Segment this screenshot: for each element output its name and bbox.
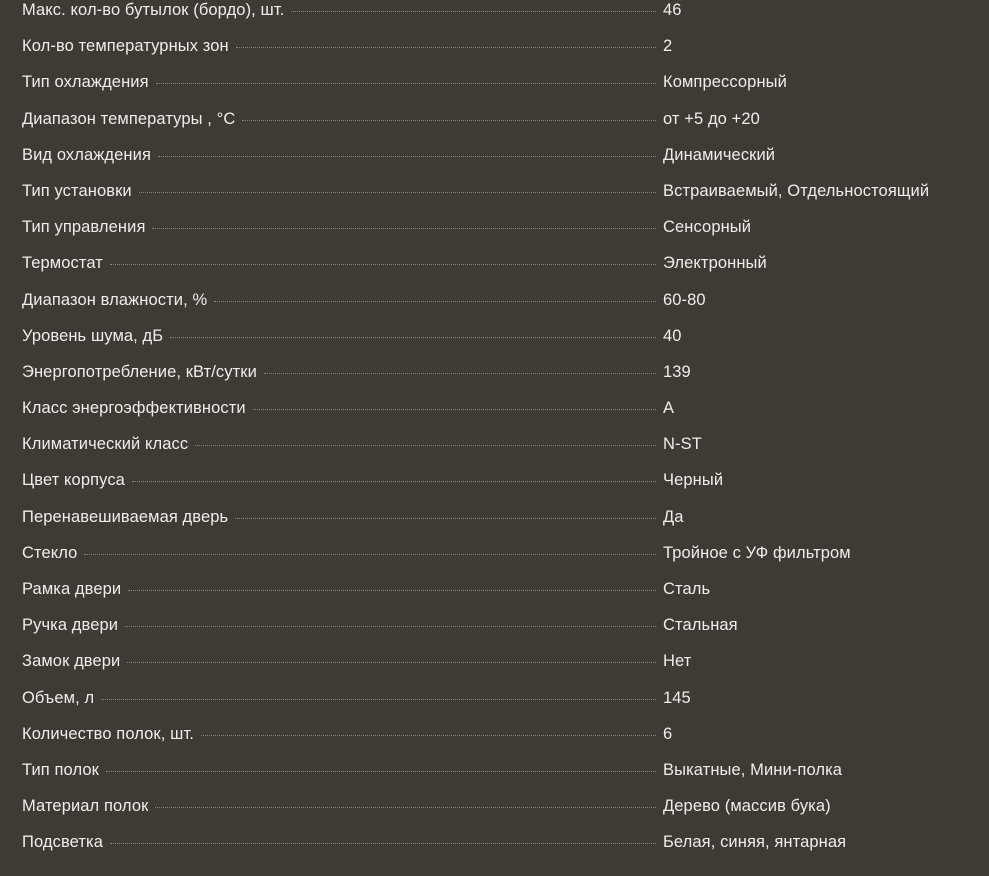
dot-leader (291, 10, 656, 12)
spec-row (0, 434, 989, 470)
spec-row (0, 290, 989, 326)
dot-leader (152, 227, 656, 229)
dot-leader (170, 336, 656, 338)
spec-label: Стекло (22, 543, 78, 562)
spec-label: Климатический класс (22, 435, 189, 454)
spec-value: A (663, 399, 675, 418)
dot-leader (156, 82, 656, 84)
spec-row (0, 543, 989, 579)
spec-value: 6 (663, 724, 673, 743)
spec-label: Кол-во температурных зон (22, 37, 229, 56)
spec-row (0, 36, 989, 72)
spec-value: 46 (663, 1, 682, 19)
spec-value: Встраиваемый, Отдельностоящий (663, 181, 930, 200)
spec-label: Вид охлаждения (22, 145, 151, 164)
spec-value: 145 (663, 688, 691, 707)
spec-label: Энергопотребление, кВт/сутки (22, 362, 257, 381)
spec-label: Диапазон температуры , °C (22, 109, 236, 128)
spec-label: Тип полок (22, 760, 99, 779)
spec-value: 2 (663, 37, 673, 56)
spec-value: Тройное с УФ фильтром (663, 543, 851, 562)
spec-label: Класс энергоэффективности (22, 399, 246, 418)
dot-leader (201, 734, 656, 736)
dot-leader (253, 408, 656, 410)
spec-value: 60-80 (663, 290, 706, 309)
spec-label: Термостат (22, 254, 103, 273)
dot-leader (132, 480, 656, 482)
spec-row (0, 362, 989, 398)
dot-leader (110, 263, 656, 265)
spec-row (0, 145, 989, 181)
spec-row (0, 326, 989, 362)
spec-row (0, 72, 989, 108)
spec-row (0, 724, 989, 760)
spec-label: Тип управления (22, 218, 146, 237)
spec-row (0, 253, 989, 289)
spec-label: Ручка двери (22, 616, 119, 635)
spec-value: Дерево (массив бука) (663, 797, 831, 816)
spec-label: Макс. кол-во бутылок (бордо), шт. (22, 1, 285, 19)
spec-row (0, 760, 989, 796)
spec-label: Тип охлаждения (22, 73, 149, 92)
spec-row (0, 507, 989, 543)
dot-leader (158, 155, 656, 157)
dot-leader (242, 119, 656, 121)
spec-label: Цвет корпуса (22, 471, 125, 490)
spec-row (0, 470, 989, 506)
spec-label: Диапазон влажности, % (22, 290, 208, 309)
dot-leader (84, 553, 656, 555)
spec-value: Выкатные, Мини-полка (663, 760, 843, 779)
spec-label: Материал полок (22, 797, 149, 816)
spec-row (0, 109, 989, 145)
spec-label: Тип установки (22, 181, 132, 200)
spec-value: Сенсорный (663, 218, 752, 237)
spec-value: N-ST (663, 435, 702, 454)
dot-leader (128, 589, 656, 591)
dot-leader (110, 842, 656, 844)
dot-leader (195, 444, 656, 446)
spec-label: Количество полок, шт. (22, 724, 194, 743)
spec-value: от +5 до +20 (663, 109, 760, 128)
spec-row (0, 651, 989, 687)
dot-leader (101, 698, 656, 700)
spec-value: Компрессорный (663, 73, 787, 92)
spec-value: Стальная (663, 616, 738, 635)
dot-leader (125, 625, 656, 627)
spec-row (0, 181, 989, 217)
spec-value: Динамический (663, 145, 776, 164)
spec-row (0, 796, 989, 832)
spec-value: Сталь (663, 580, 711, 598)
spec-value: Белая, синяя, янтарная (663, 833, 847, 852)
spec-label: Подсветка (22, 833, 103, 852)
dot-leader (127, 661, 656, 663)
dot-leader (264, 372, 656, 374)
spec-label: Рамка двери (22, 580, 122, 598)
spec-row (0, 615, 989, 651)
spec-value: Черный (663, 471, 724, 490)
spec-row (0, 398, 989, 434)
spec-row (0, 579, 989, 615)
dot-leader (235, 517, 656, 519)
spec-row (0, 217, 989, 253)
spec-value: Электронный (663, 254, 767, 273)
spec-value: 40 (663, 326, 682, 345)
spec-label: Уровень шума, дБ (22, 326, 164, 345)
dot-leader (236, 46, 656, 48)
spec-value: Да (663, 507, 684, 526)
dot-leader (214, 300, 656, 302)
spec-label: Перенавешиваемая дверь (22, 507, 229, 526)
spec-value: 139 (663, 362, 691, 381)
spec-row (0, 688, 989, 724)
spec-row (0, 0, 989, 36)
spec-value: Нет (663, 652, 692, 671)
dot-leader (139, 191, 656, 193)
spec-label: Замок двери (22, 652, 121, 671)
dot-leader (106, 770, 656, 772)
dot-leader (155, 806, 656, 808)
spec-row (0, 832, 989, 868)
spec-label: Объем, л (22, 688, 95, 707)
